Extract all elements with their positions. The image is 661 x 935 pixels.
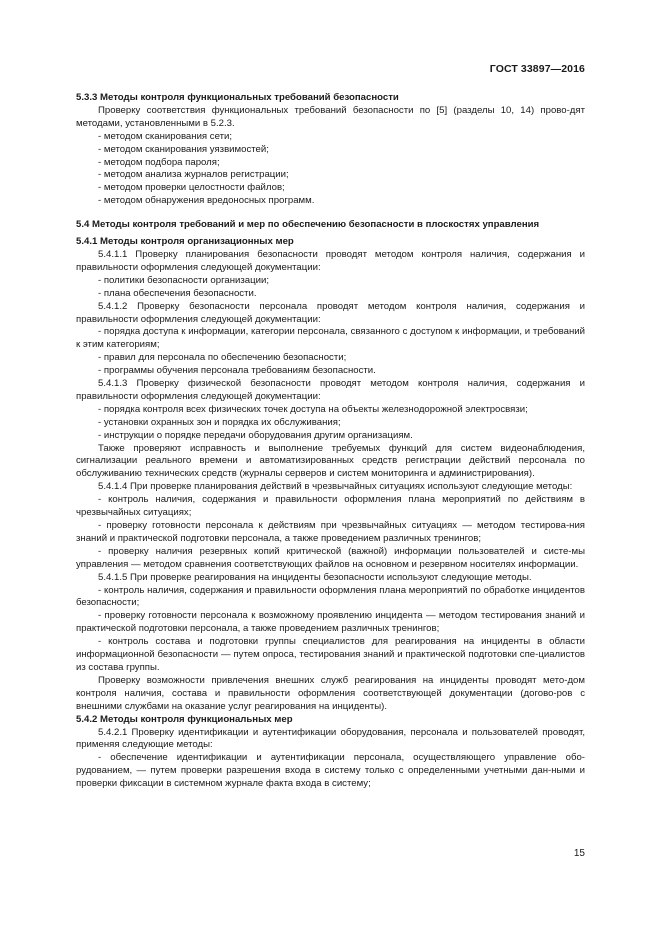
document-header: ГОСТ 33897—2016 xyxy=(489,63,585,75)
list-item: - методом обнаружения вредоносных программ. xyxy=(98,195,315,207)
list-item: - обеспечение идентификации и аутентификации персонала, осуществляющего управление обо-рудованием, — путем проверки разрешения входа в систему только с определенными учетными дан-ными и проверки фиксации в системном журнале факта входа в систему; xyxy=(76,752,585,790)
list-item: - правил для персонала по обеспечению безопасности; xyxy=(98,352,347,364)
paragraph: 5.4.1.1 Проверку планирования безопасности проводят методом контроля наличия, содержания и правильности оформления следующей документации: xyxy=(76,248,585,273)
list-item: - порядка контроля всех физических точек доступа на объекты железнодорожной электросвязи; xyxy=(98,403,528,415)
list-item: - методом подбора пароля; xyxy=(98,156,220,168)
list-item: - политики безопасности организации; xyxy=(98,274,269,286)
list-item: - методом проверки целостности файлов; xyxy=(98,182,285,194)
spacer xyxy=(76,208,585,219)
paragraph: 5.4.1.5 При проверке реагирования на инциденты безопасности используют следующие методы. xyxy=(98,571,532,583)
section-heading: 5.4.2 Методы контроля функциональных мер xyxy=(76,713,293,725)
document-body xyxy=(76,92,585,791)
paragraph: Проверку соответствия функциональных требований безопасности по [5] (разделы 10, 14) прово-дят методами, установленными в 5.2.3. xyxy=(76,104,585,129)
list-item: - методом сканирования уязвимостей; xyxy=(98,143,269,155)
section-heading: 5.3.3 Методы контроля функциональных требований безопасности xyxy=(76,92,399,103)
section-heading: 5.4.1 Методы контроля организационных мер xyxy=(76,236,294,248)
list-item: - контроль наличия, содержания и правильности оформления плана мероприятий по действиям в чрезвычайных ситуациях; xyxy=(76,494,585,519)
paragraph: 5.4.1.3 Проверку физической безопасности проводят методом контроля наличия, содержания и правильности оформления следующей документации: xyxy=(76,378,585,402)
list-item: - методом сканирования сети; xyxy=(98,130,233,142)
page-number: 15 xyxy=(573,848,585,859)
section-heading: 5.4 Методы контроля требований и мер по обеспечению безопасности в плоскостях управления xyxy=(76,219,540,231)
list-item: - контроль состава и подготовки группы специалистов для реагирования на инциденты в области информационной безопасности — путем опроса, тестирования знаний и практической подготовки спе-циалистов из состава группы. xyxy=(76,636,585,673)
list-item: - проверку готовности персонала к возможному проявлению инцидента — методом тестирования знаний и практической подготовки персонала, а также проведением различных тренингов; xyxy=(76,610,585,635)
paragraph: 5.4.1.4 При проверке планирования действий в чрезвычайных ситуациях используют следующие методы: xyxy=(98,481,573,493)
list-item: - инструкции о порядке передачи оборудования другим организациям. xyxy=(98,429,413,441)
paragraph: 5.4.2.1 Проверку идентификации и аутентификации оборудования, персонала и пользователей проводят, применяя следующие методы: xyxy=(76,726,585,751)
list-item: - методом анализа журналов регистрации; xyxy=(98,169,289,181)
list-item: - проверку наличия резервных копий критической (важной) информации пользователей и систе-мы управления — методом сравнения соответствующих файлов на основном и резервном носителях информации. xyxy=(76,545,585,570)
paragraph: Проверку возможности привлечения внешних служб реагирования на инциденты проводят мето-дом контроля наличия, состава и правильности оформления соответствующей документации (догово-ров с внешними службами на оказание услуг реагирования на инциденты). xyxy=(76,674,585,712)
list-item: - программы обучения персонала требованиям безопасности. xyxy=(98,365,376,377)
paragraph: 5.4.1.2 Проверку безопасности персонала проводят методом контроля наличия, содержания и правильности оформления следующей документации: xyxy=(76,300,585,325)
list-item: - проверку готовности персонала к действиям при чрезвычайных ситуациях — методом тестирова-ния знаний и практической подготовки персонала, а также проведением различных тренингов; xyxy=(76,520,585,544)
list-item: - плана обеспечения безопасности. xyxy=(98,287,257,299)
list-item: - порядка доступа к информации, категории персонала, связанного с доступом к информации, и требований к этим категориям; xyxy=(76,326,585,351)
list-item: - установки охранных зон и порядка их обслуживания; xyxy=(98,416,341,428)
list-item: - контроль наличия, содержания и правильности оформления плана мероприятий по обработке инцидентов безопасности; xyxy=(76,584,585,609)
paragraph: Также проверяют исправность и выполнение требуемых функций для систем видеонаблюдения, сигнализации реального времени и автоматизированных средств регистрации действий персонала по обслуживанию технических средств (журналы серверов и систем мониторинга и администрирования). xyxy=(76,442,585,480)
